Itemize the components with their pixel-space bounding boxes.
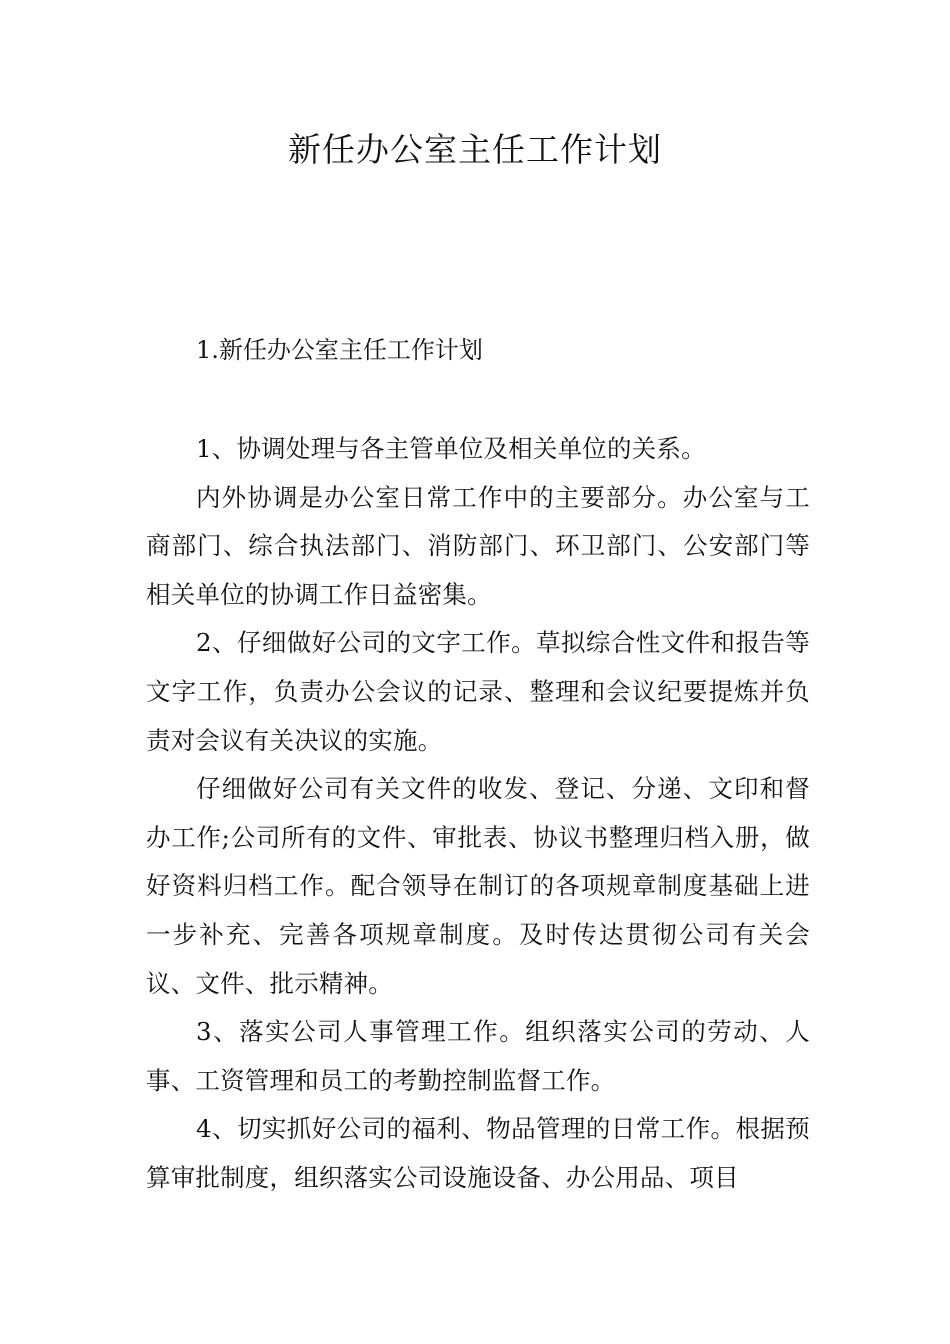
paragraph: 内外协调是办公室日常工作中的主要部分。办公室与工商部门、综合执法部门、消防部门、环卫部门、公安部门等相关单位的协调工作日益密集。: [146, 482, 810, 609]
section-heading: 1.新任办公室主任工作计划: [196, 336, 483, 364]
paragraph: 3、落实公司人事管理工作。组织落实公司的劳动、人事、工资管理和员工的考勤控制监督工作。: [146, 1017, 810, 1095]
paragraph: 1、协调处理与各主管单位及相关单位的关系。: [196, 434, 706, 463]
paragraph: 2、仔细做好公司的文字工作。草拟综合性文件和报告等文字工作，负责办公会议的记录、整理和会议纪要提炼并负责对会议有关决议的实施。: [146, 628, 810, 755]
document-title: 新任办公室主任工作计划: [288, 130, 662, 169]
paragraph: 仔细做好公司有关文件的收发、登记、分递、文印和督办工作;公司所有的文件、审批表、协议书整理归档入册，做好资料归档工作。配合领导在制订的各项规章制度基础上进一步补充、完善各项规章制度。及时传达贯彻公司有关会议、文件、批示精神。: [146, 774, 810, 998]
document-body: [146, 425, 810, 1203]
paragraph: 4、切实抓好公司的福利、物品管理的日常工作。根据预算审批制度，组织落实公司设施设备、办公用品、项目: [146, 1114, 810, 1192]
